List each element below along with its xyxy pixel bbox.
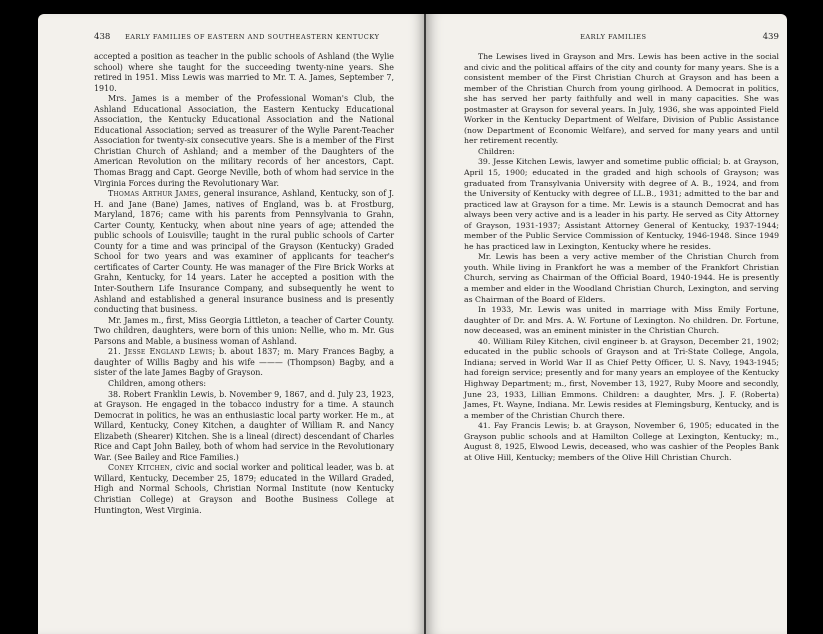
entry-thomas-arthur-james — [94, 189, 394, 316]
children-label: Children, among others: — [108, 378, 207, 388]
entry-fay-francis-lewis: 41. Fay Francis Lewis; b. at Grayson, November 6, 1905; educated in the Grayson public schools and at Hamilton College at Lexington, Kentucky; m., August 8, 1925, Elwood Lewis, deceased, who was cashier of the Peoples Bank at Olive Hill, Kentucky; members of the Olive Hill Christian Church. — [464, 421, 779, 462]
children-label: Children: — [478, 146, 515, 156]
paragraph: Mrs. James is a member of the Professional Woman's Club, the Ashland Educational Association, the Eastern Kentucky Educational Association, the Kentucky Educational Association and the National Educational Association; served as treasurer of the Wylie Parent-Teacher Association for twenty-six consecutive years. She is a member of the First Christian Church of Ashland; and a member of the Daughters of the American Revolution on the military records of her ancestors, Capt. Thomas Bragg and Capt. George Neville, both of whom had service in the Virginia Forces during the Revolutionary War. — [94, 94, 394, 188]
entry-robert-franklin-lewis: 38. Robert Franklin Lewis, b. November 9, 1867, and d. July 23, 1923, at Grayson. He engaged in the tobacco industry for a time. A staunch Democrat in politics, he was an enthusiastic local party worker. He m., at Willard, Kentucky, Coney Kitchen, a daughter of William R. and Nancy Elizabeth (Shearer) Kitchen. She is a lineal (direct) descendant of Charles Rice and Capt John Bailey, both of whom had service in the Revolutionary War. (See Bailey and Rice Families.) — [94, 389, 394, 462]
right-running-head — [464, 32, 779, 42]
left-page-text — [94, 52, 394, 516]
right-page-text — [464, 52, 779, 463]
entry-number: 21. — [108, 347, 125, 357]
paragraph: Mr. James m., first, Miss Georgia Littleton, a teacher of Carter County. Two children, daughters, were born of this union: Nellie, who m. Mr. Gus Parsons and Mable, a business woman of Ashland. — [94, 315, 394, 346]
page-number-right: 439 — [762, 32, 779, 42]
entry-coney-kitchen — [94, 463, 394, 516]
paragraph: The Lewises lived in Grayson and Mrs. Lewis has been active in the social and civic and the political affairs of the city and county for many years. She is a consistent member of the First Christian Church at Grayson and has been a member of the Christian Church from young girlhood. A Democrat in politics, she has served her party faithfully and well in many capacities. She was postmaster at Grayson for several years. In July, 1936, she was appointed Field Worker in the Kentucky Department of Welfare, Division of Public Assistance (now Department of Economic Welfare), and served for many years and until her retirement recently. — [464, 52, 779, 146]
paragraph: In 1933, Mr. Lewis was united in marriage with Miss Emily Fortune, daughter of Dr. and Mrs. A. W. Fortune of Lexington. No children. Dr. Fortune, now deceased, was an eminent minister in the Christian Church. — [464, 305, 779, 336]
left-running-head — [94, 32, 394, 42]
right-page — [426, 14, 787, 634]
entry-text: ; b. about 1837; m. Mary Frances Bagby, a daughter of Willis Bagby and his wife ——— (Thompson) Bagby, and a sister of the late James Bagby of Grayson. — [94, 347, 395, 378]
entry-text: , general insurance, Ashland, Kentucky, son of J. H. and Jane (Bane) James, natives of England, was b. at Frostburg, Maryland, 1876; came with his parents from Pennsylvania to Grahn, Carter County, Kentucky, when about nine years of age; attended the public schools of Louisville; taught in the rural public schools of Carter County for a time and was principal of the Grayson (Kentucky) Graded School for two years and was examiner of applicants for teacher's certificates of Carter County. He was manager of the Fire Brick Works at Grahn, Kentucky, for 14 years. Later he accepted a position with the Inter-Southern Life Insurance Company, and subsequently he went to Ashland and established a general insurance business and is presently conducting that business. — [94, 189, 394, 315]
page-number-left: 438 — [94, 32, 111, 42]
entry-william-riley-kitchen: 40. William Riley Kitchen, civil engineer b. at Grayson, December 21, 1902; educated in the public schools of Grayson and at Tri-State College, Angola, Indiana; served in World War II as Chief Petty Officer, U. S. Navy, 1943-1945; had foreign service; presently and for many years an employee of the Kentucky Highway Department; m., first, November 13, 1927, Ruby Moore and secondly, June 23, 1933, Lillian Emmons. Children: a daughter, Mrs. J. F. (Roberta) James, Ft. Wayne, Indiana. Mr. Lewis resides at Flemingsburg, Kentucky, and is a member of the Christian Church there. — [464, 336, 779, 420]
paragraph: accepted a position as teacher in the public schools of Ashland (the Wylie school) where she taught for the succeeding twenty-nine years. She retired in 1951. Miss Lewis was married to Mr. T. A. James, September 7, 1910. — [94, 52, 394, 93]
person-name: Thomas Arthur James — [108, 189, 199, 199]
person-name: Jesse England Lewis — [124, 347, 213, 357]
running-head-title-left: EARLY FAMILIES OF EASTERN AND SOUTHEASTERN KENTUCKY — [124, 33, 380, 41]
entry-jesse-england-lewis — [94, 347, 394, 379]
running-head-title-right: EARLY FAMILIES — [580, 33, 647, 41]
entry-text: , civic and social worker and political leader, was b. at Willard, Kentucky, December 25, 1879; educated in the Willard Graded, High and Normal Schools, Christian Normal Institute (now Kentucky Christian College) at Grayson and Boothe Business College at Huntington, West Virginia. — [94, 463, 394, 515]
person-name: Coney Kitchen — [108, 463, 171, 473]
paragraph: Mr. Lewis has been a very active member of the Christian Church from youth. While living in Frankfort he was a member of the Frankfort Christian Church, serving as Chairman of the Official Board, 1940-1944. He is presently a member and elder in the Woodland Christian Church, Lexington, and serving as Chairman of the Board of Elders. — [464, 252, 779, 304]
left-page — [38, 14, 424, 634]
entry-jesse-kitchen-lewis: 39. Jesse Kitchen Lewis, lawyer and sometime public official; b. at Grayson, April 15, 1900; educated in the graded and high schools of Grayson; was graduated from Transylvania University with degree of A. B., 1924, and from the University of Kentucky with degree of LL.B., 1931; admitted to the bar and practiced law at Grayson for a time. Mr. Lewis is a staunch Democrat and has always been very active and is a leader in his party. He served as City Attorney of Grayson, 1931-1937; Assistant Attorney General of Kentucky, 1937-1944; member of the Public Service Commission of Kentucky, 1946-1948. Since 1949 he has practiced law in Lexington, Kentucky where he resides. — [464, 157, 779, 251]
